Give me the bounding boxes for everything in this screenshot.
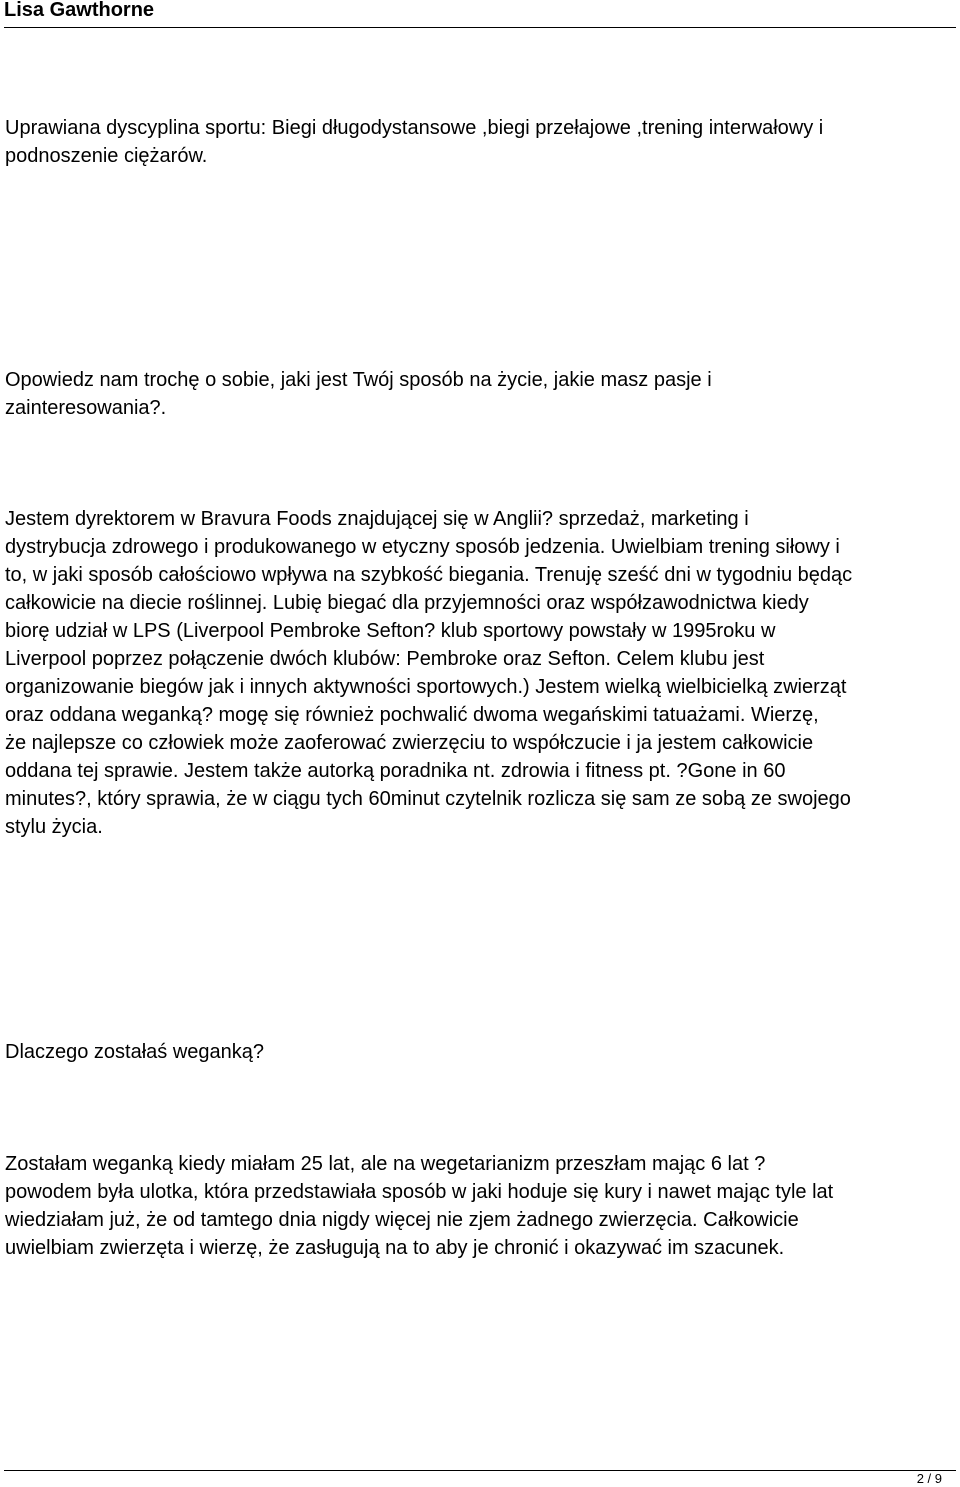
paragraph-answer-why-vegan: Zostałam weganką kiedy miałam 25 lat, ale na wegetarianizm przeszłam mając 6 lat ? powodem była ulotka, która przedstawiała sposób w jaki hoduje się kury i nawet mając tyle lat wiedziałam już, że od tamtego dnia nigdy więcej nie zjem żadnego zwierzęcia. Całkowicie uwielbiam zwierzęta i wierzę, że zasługują na to aby je chronić i okazywać im szacunek.	[5, 1153, 834, 1259]
paragraph-answer-about-yourself: Jestem dyrektorem w Bravura Foods znajdującej się w Anglii? sprzedaż, marketing i dystrybucja zdrowego i produkowanego w etyczny sposób jedzenia. Uwielbiam trening siłowy i to, w jaki sposób całościowo wpływa na szybkość biegania. Trenuję sześć dni w tygodniu będąc całkowicie na diecie roślinnej. Lubię biegać dla przyjemności oraz współzawodnictwa kiedy biorę udział w LPS (Liverpool Pembroke Sefton? klub sportowy powstały w 1995roku w Liverpool poprzez połączenie dwóch klubów: Pembroke oraz Sefton. Celem klubu jest organizowanie biegów jak i innych aktywności sportowych.) Jestem wielką wielbicielką zwierząt oraz oddana weganką? mogę się również pochwalić dwoma wegańskimi tatuażami. Wierzę, że najlepsze co człowiek może zaoferować zwierzęciu to współczucie i ja jestem całkowicie oddana tej sprawie. Jestem także autorką poradnika nt. zdrowia i fitness pt. ?Gone in 60 minutes?, który sprawia, że w ciągu tych 60minut czytelnik rozlicza się sam ze sobą ze swojego stylu życia.	[5, 508, 853, 838]
header-title: Lisa Gawthorne	[4, 0, 155, 21]
paragraph-sport-discipline: Uprawiana dyscyplina sportu: Biegi długodystansowe ,biegi przełajowe ,trening interwałowy i podnoszenie ciężarów.	[5, 117, 824, 167]
footer-divider	[4, 1470, 956, 1471]
page-number: 2 / 9	[916, 1471, 942, 1486]
page-header	[4, 0, 956, 28]
paragraph-question-why-vegan: Dlaczego zostałaś weganką?	[5, 1041, 265, 1063]
paragraph-question-about-yourself: Opowiedz nam trochę o sobie, jaki jest Twój sposób na życie, jakie masz pasje i zainteresowania?.	[5, 369, 712, 419]
